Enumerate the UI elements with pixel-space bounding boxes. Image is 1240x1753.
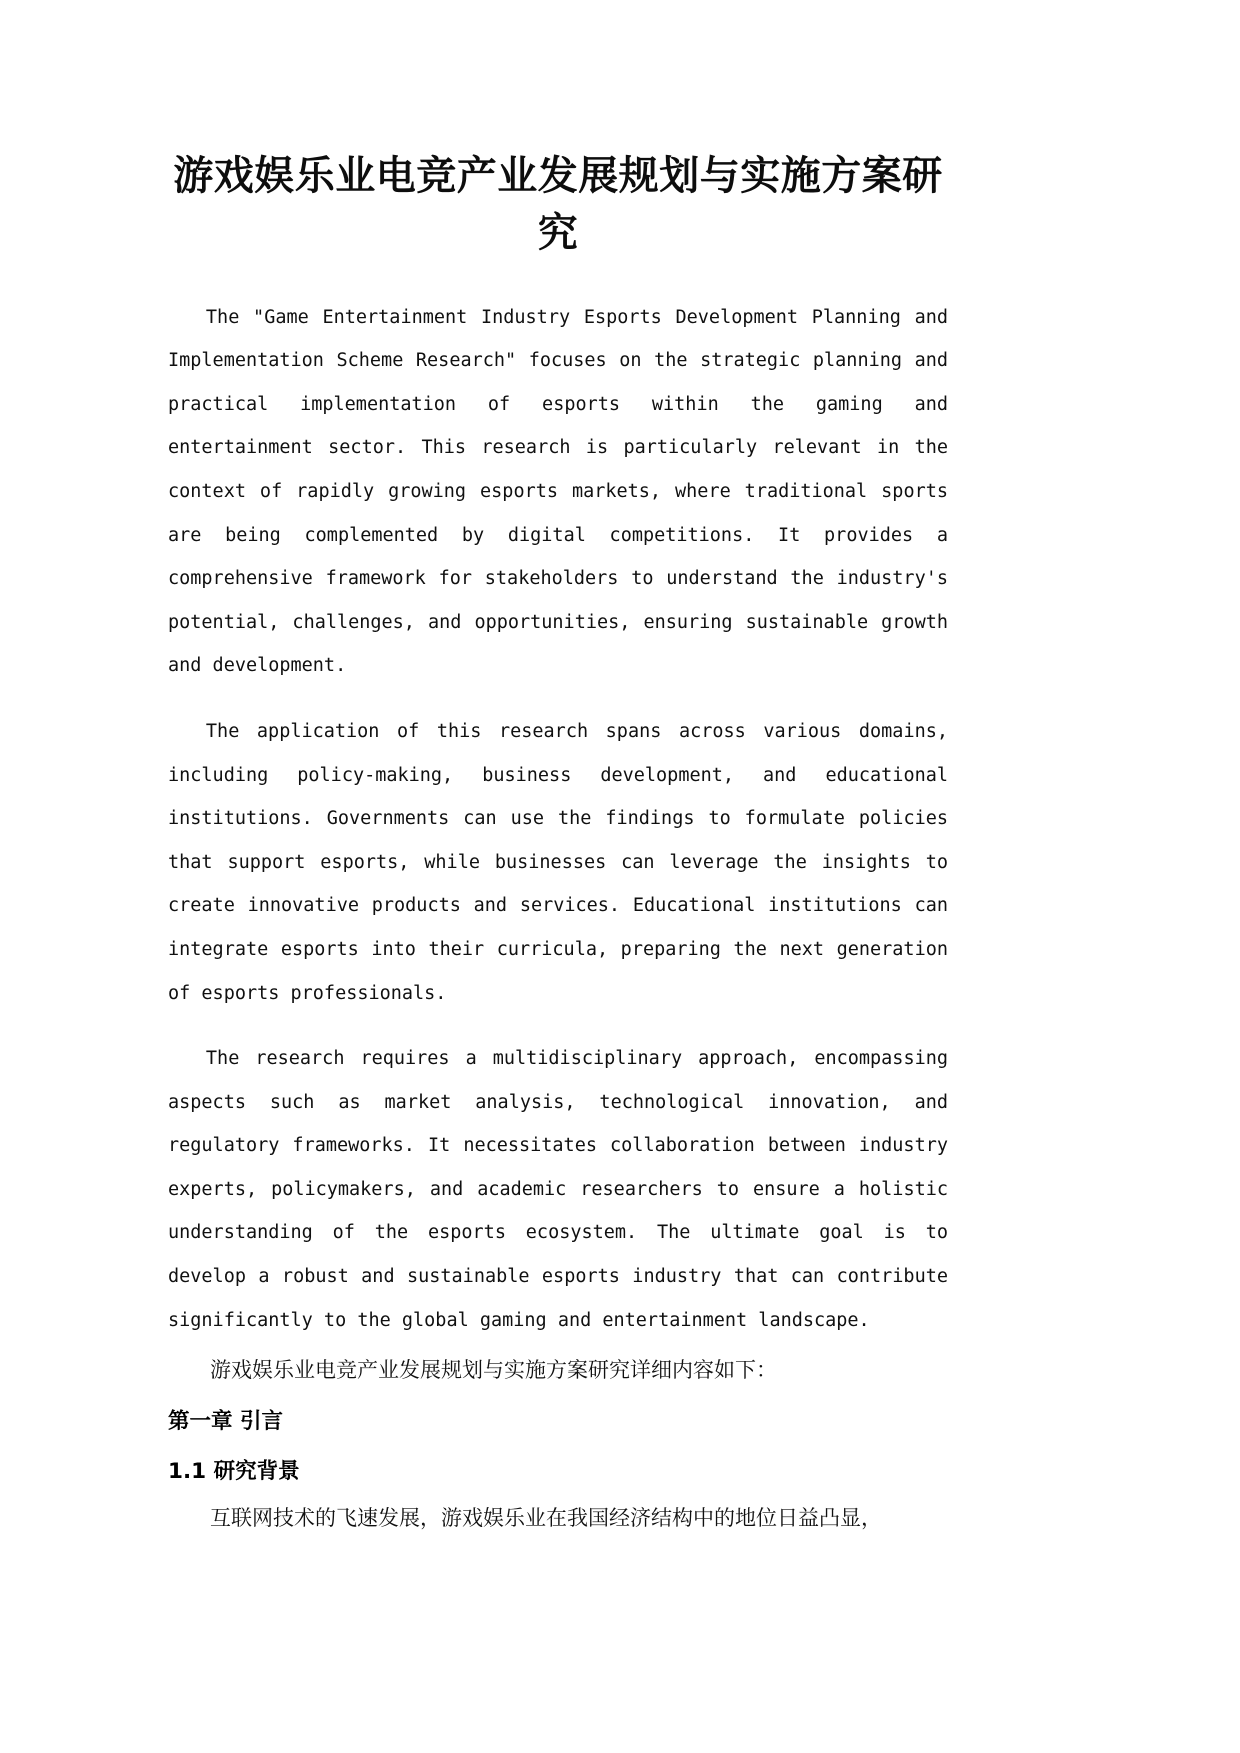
- english-paragraph-3: The research requires a multidisciplinary approach, encompassing aspects such as market analysis, technological innovation, and regulatory frameworks. It necessitates collaboration between industry experts, policymakers, and academic researchers to ensure a holistic understanding of the esports ecosystem. The ultimate goal is to develop a robust and sustainable esports industry that can contribute significantly to the global gaming and entertainment landscape.: [168, 1048, 948, 1331]
- section-heading: 1.1 研究背景: [168, 1459, 300, 1485]
- document-content-column: [168, 0, 948, 1538]
- chinese-lead-in-line: 游戏娱乐业电竞产业发展规划与实施方案研究详细内容如下：: [210, 1358, 777, 1383]
- chapter-heading: 第一章 引言: [168, 1409, 283, 1435]
- section-body-text: 互联网技术的飞速发展，游戏娱乐业在我国经济结构中的地位日益凸显，: [210, 1506, 882, 1531]
- english-paragraph-2: The application of this research spans across various domains, including policy-making, business development, and educational institutions. Governments can use the findings to formulate policies that support esports, while businesses can leverage the insights to create innovative products and services. Educational institutions can integrate esports into their curricula, preparing the next generation of esports professionals.: [168, 720, 948, 1004]
- english-paragraph-1: The "Game Entertainment Industry Esports Development Planning and Implementation Scheme Research" focuses on the strategic planning and practical implementation of esports within the gaming and entertainment sector. This research is particularly relevant in the context of rapidly growing esports markets, where traditional sports are being complemented by digital competitions. It provides a comprehensive framework for stakeholders to understand the industry's potential, challenges, and opportunities, ensuring sustainable growth and development.: [168, 306, 948, 677]
- page-title: 游戏娱乐业电竞产业发展规划与实施方案研究: [173, 152, 943, 256]
